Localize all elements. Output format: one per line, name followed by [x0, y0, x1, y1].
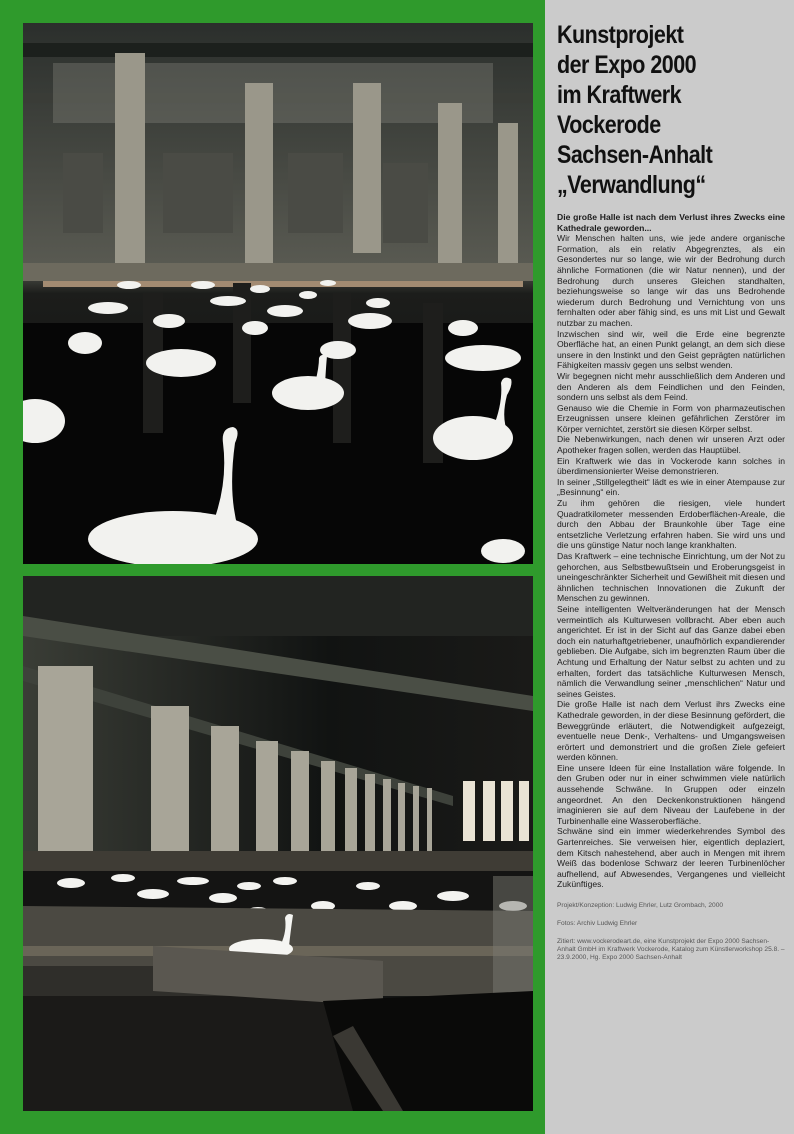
page-title	[557, 20, 755, 200]
title-line: „Verwandlung“	[557, 171, 706, 199]
title-line: der Expo 2000	[557, 51, 697, 79]
credit-concept: Projekt/Konzeption: Ludwig Ehrler, Lutz Grombach, 2000	[557, 902, 724, 909]
article-body	[557, 212, 785, 962]
article-paragraph: Ein Kraftwerk wie das in Vockerode kann solches in überdimensionierter Weise demonstrieren.	[557, 455, 785, 477]
article-paragraph: Schwäne sind ein immer wiederkehrendes Symbol des Gartenreiches. Sie verweisen hier, eigentlich deplaziert, dem Kitsch nahestehend, aber auch in Mengen mit ihrem Weiß das bodenlose Schwarz der leeren Turbinenlöcher aufhellend, auf Abwesendes, Vergangenes und vielleicht Zukünftiges.	[557, 826, 785, 890]
photo-swans-bottom	[23, 576, 533, 1111]
article-paragraph: Seine intelligenten Weltveränderungen hat der Mensch vermeintlich als Kulturwesen vollbracht. Aber eben auch angerichtet. Er ist in der Sicht auf das Ganze dabei eben doch ein naturhaftgetriebener, unaufhörlich expandierender geblieben. Die Aufgabe, sich im begrenzten Raum über die Achtung und Erhaltung der Natur selbst zu achten und zu erhalten, fordert das tatsächliche Kulturwesen Mensch, nämlich die Verwandlung seiner „menschlichen“ Natur und seines Geistes.	[557, 603, 785, 699]
credit-source: Zitiert: www.vockerodeart.de, eine Kunstprojekt der Expo 2000 Sachsen-Anhalt GmbH im Kraftwerk Vockerode, Katalog zum Künstlerworkshop 25.8. – 23.9.2000, Hg. Expo 2000 Sachsen-Anhalt	[557, 938, 785, 961]
article-paragraph: Die große Halle ist nach dem Verlust ihrs Zwecks eine Kathedrale geworden, in der diese Besinnung gefördert, die Beweggründe erläutert, die Notwendigkeit aufgezeigt, eventuelle neue Denk-, Verhaltens- und Umgangsweisen erörtert und demonstriert und die großen Ziele gefeiert werden können.	[557, 699, 785, 763]
article-paragraph: Genauso wie die Chemie in Form von pharmazeutischen Erzeugnissen unsere kleinen gefährlichen Zerstörer im Körper vernichtet, zerstört sie diesen Körper selbst.	[557, 402, 785, 434]
article-paragraph: Die Nebenwirkungen, nach denen wir unseren Arzt oder Apotheker fragen sollen, werden das Hauptübel.	[557, 434, 785, 456]
article-paragraph: In seiner „Stillgelegtheit“ lädt es wie in einer Atempause zur „Besinnung“ ein.	[557, 476, 785, 498]
photo-swans-bottom-image	[23, 576, 533, 1111]
article-paragraph: Eine unsere Ideen für eine Installation wäre folgende. In den Gruben oder nur in einer schwimmen viele natürlich aussehende Schwäne. In Gruppen oder einzeln angeordnet. An den Deckenkonstruktionen hängend imaginieren sie auf dem Niveau der Laufebene in der Turbinenhalle eine Wasseroberfläche.	[557, 762, 785, 826]
article-paragraph: Wir begegnen nicht mehr ausschließlich dem Anderen und den Anderen als dem Feindlichen und den Feinden, sondern uns selbst als dem Feind.	[557, 370, 785, 403]
text-column	[545, 0, 794, 1134]
article-paragraph: Wir Menschen halten uns, wie jede andere organische Formation, als ein relativ Abgegrenztes, als ein Gesondertes nur so lange, wie wir der Bedrohung durch ähnliche Formationen (die wir Natur nennen), und der Bedrohung durch unseres Gleichen standhalten, beziehungsweise so lange wir das uns Bedrohende wiederum durch Bedrohung und Vernichtung von uns fernhalten oder aber fähig sind, es uns mit List und Gewalt nutzbar zu machen.	[557, 233, 785, 328]
article-paragraph: Das Kraftwerk – eine technische Einrichtung, um der Not zu gehorchen, aus Selbstbewußtsein und Eroberungsgeist in uneingeschränkter Sicherheit und Gewißheit mit diesen und ähnlichen technischen Innovationen die Zukunft der Menschen zu gewinnen.	[557, 551, 785, 604]
article-lead: Die große Halle ist nach dem Verlust ihres Zwecks eine Kathedrale geworden...	[557, 212, 785, 233]
credit-photos: Fotos: Archiv Ludwig Ehrler	[557, 920, 638, 927]
title-line: Kunstprojekt	[557, 21, 684, 49]
title-line: Vockerode	[557, 111, 661, 139]
title-line: im Kraftwerk	[557, 81, 682, 109]
title-line: Sachsen-Anhalt	[557, 141, 713, 169]
article-paragraph: Zu ihm gehören die riesigen, viele hundert Quadratkilometer messenden Erdoberflächen-Areale, die durch den Abbau der Braunkohle über Tage eine entsetzliche Verletzung erfahren haben. Sie wird uns und die uns günstige Natur noch lange krankhalten.	[557, 498, 785, 551]
photo-swans-top	[23, 23, 533, 564]
photo-swans-top-image	[23, 23, 533, 564]
article-paragraph: Inzwischen sind wir, weil die Erde eine begrenzte Oberfläche hat, an einen Punkt gelangt, an dem sich diese unsere in den Instinkt und den Geist geprägten natürlichen Fähigkeiten massiv gegen uns selbst wenden.	[557, 328, 785, 371]
